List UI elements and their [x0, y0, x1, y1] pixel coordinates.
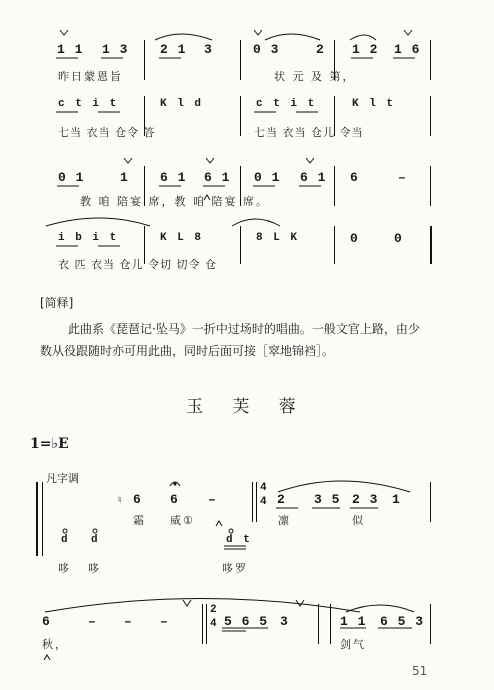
note: 3 — [204, 42, 213, 57]
note: 1 6 — [394, 42, 421, 57]
perc-note: 8 L K — [256, 232, 300, 244]
note: 2 3 — [352, 492, 379, 507]
note: 6 1 — [300, 170, 327, 185]
annotation-text-line1: 此曲系《琵琶记·坠马》一折中过场时的唱曲。一般文官上路，由少 — [68, 322, 420, 336]
note: 6 1 — [204, 170, 231, 185]
note: 5 6 5 — [224, 614, 269, 629]
note: 1 — [392, 492, 401, 507]
lyric: 似 — [352, 514, 365, 527]
annotation-label: [简释] — [40, 296, 74, 310]
note: – — [160, 614, 169, 629]
note: 1 1 — [340, 614, 367, 629]
perc-lyric: 哆 — [88, 562, 101, 575]
note: – — [208, 492, 217, 507]
perc-lyric: 哆罗 — [222, 562, 248, 575]
note: 3 — [280, 614, 289, 629]
perc-note: c t i t — [256, 98, 317, 110]
lyric: 剑气 — [340, 638, 366, 651]
note: 1 3 — [102, 42, 129, 57]
note: – — [124, 614, 133, 629]
note: – — [88, 614, 97, 629]
note: 6 1 — [160, 170, 187, 185]
time-sig-denominator: 4 — [210, 618, 218, 630]
page-number: 51 — [412, 664, 428, 678]
annotation-text-line2: 数从役跟随时亦可用此曲，同时后面可接［窣地锦裆］。 — [40, 344, 335, 358]
time-sig-denominator: 4 — [260, 496, 268, 508]
perc-lyric: 七当 衣当 仓儿 令当 — [254, 126, 364, 139]
key-signature: 1=♭E — [30, 436, 69, 452]
grace-mark: ♮ — [118, 495, 122, 506]
perc-note: d t — [226, 534, 252, 546]
perc-note: d — [91, 534, 100, 546]
perc-note: i b i t — [58, 232, 119, 244]
note: 0 1 — [58, 170, 85, 185]
perc-note: 0 — [350, 231, 359, 246]
note: 6 — [350, 170, 359, 185]
note: 3 5 — [314, 492, 341, 507]
lyric: 教 咱 陪宴 席，教 咱 陪宴 席。 — [80, 195, 269, 208]
note: 1 1 — [57, 42, 84, 57]
perc-note: K l t — [352, 98, 396, 110]
note: 2 1 — [160, 42, 187, 57]
note: 1 — [120, 170, 129, 185]
note: 0 1 — [254, 170, 281, 185]
perc-lyric: 衣 匹 衣当 仓儿 令切 切令 仓 — [58, 258, 217, 271]
note: 2 — [277, 492, 286, 507]
note: 0 3 — [253, 42, 280, 57]
note: 6 5 3 — [380, 614, 425, 629]
perc-note: c t i t — [58, 98, 119, 110]
note: 2 — [316, 42, 325, 57]
song-title: 玉 芙 蓉 — [186, 397, 308, 417]
perc-lyric: 哆 — [58, 562, 71, 575]
time-sig-numerator: 4 — [260, 482, 268, 494]
note: 1 2 — [352, 42, 379, 57]
note: 6 — [42, 614, 51, 629]
lyric: 状 元 及 第， — [274, 70, 356, 83]
lyric: 昨日蒙恩旨 — [58, 70, 123, 83]
perc-lyric: 七当 衣当 仓令 答 — [58, 126, 156, 139]
lyric: 凛 — [278, 514, 291, 527]
note: – — [398, 170, 407, 185]
perc-note: K l d — [160, 98, 204, 110]
mode-label: 凡字调 — [46, 472, 79, 485]
lyric: 秋， — [42, 638, 68, 651]
note: 6 — [170, 492, 179, 507]
time-sig-numerator: 2 — [210, 604, 218, 616]
lyric: 威① — [170, 514, 195, 527]
lyric: 霜 — [133, 514, 146, 527]
perc-note: d — [61, 534, 70, 546]
note: 6 — [133, 492, 142, 507]
perc-note: 0 — [394, 231, 403, 246]
perc-note: K L 8 — [160, 232, 204, 244]
